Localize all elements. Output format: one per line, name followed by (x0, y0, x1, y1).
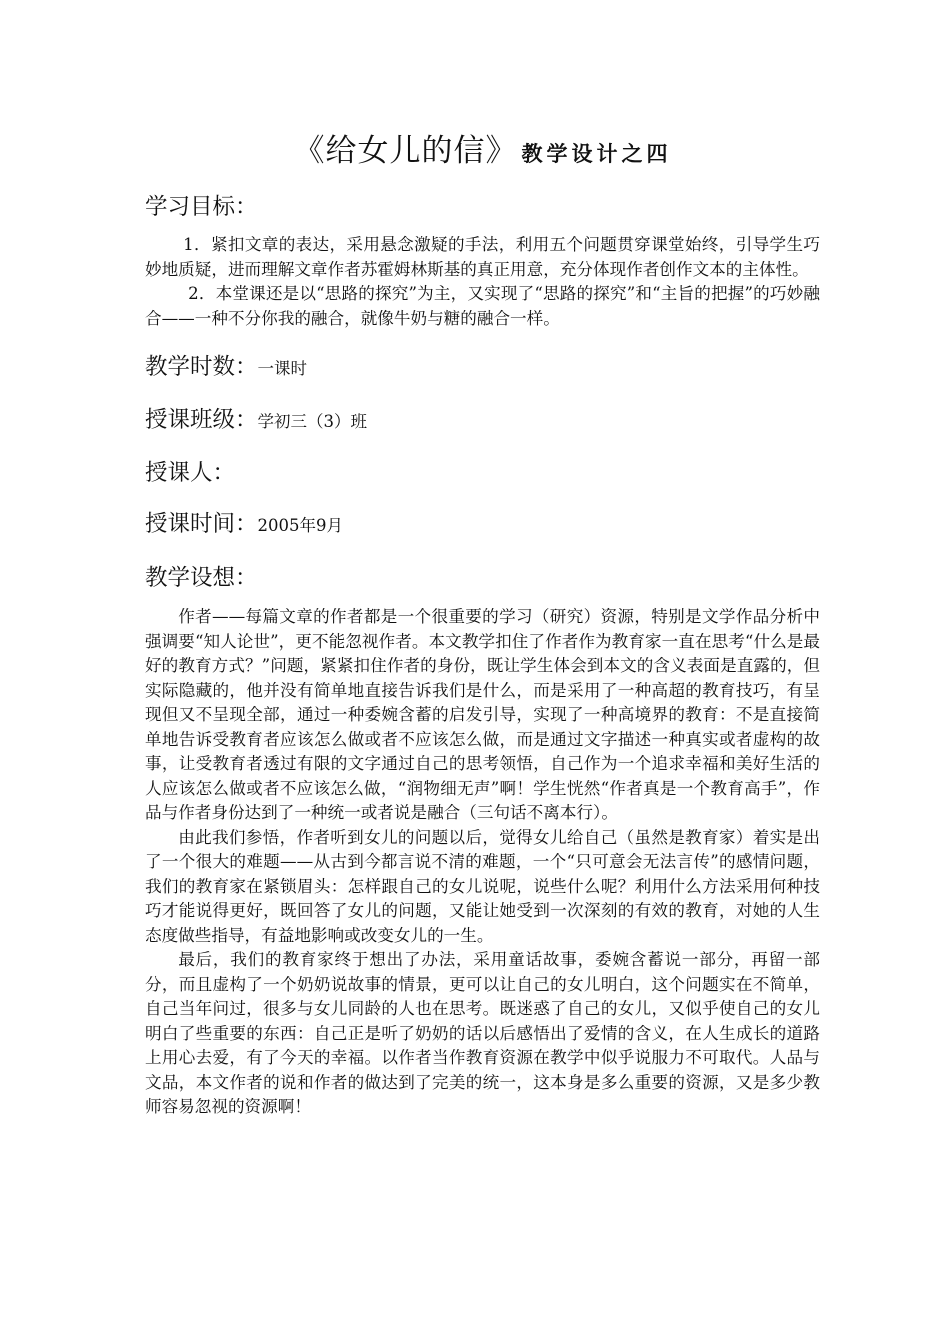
class-row (145, 406, 820, 436)
ideas-heading-label: 教学设想： (145, 565, 258, 591)
goals-heading (145, 193, 820, 221)
goals-list (145, 233, 820, 331)
goal-item-1: 1．紧扣文章的表达，采用悬念激疑的手法，利用五个问题贯穿课堂始终，引导学生巧妙地质疑，进而理解文章作者苏霍姆林斯基的真正用意，充分体现作者创作文本的主体性。 (145, 235, 820, 279)
hours-heading-label: 教学时数： (145, 354, 258, 380)
ideas-heading (145, 564, 820, 592)
date-heading-label: 授课时间： (145, 511, 258, 537)
document-body (145, 128, 820, 1120)
ideas-paragraph-3: 最后，我们的教育家终于想出了办法，采用童话故事，委婉含蓄说一部分，再留一部分，而且虚构了一个奶奶说故事的情景，更可以让自己的女儿明白，这个问题实在不简单，自己当年问过，很多与女儿同龄的人也在思考。既迷惑了自己的女儿，又似乎使自己的女儿明白了些重要的东西：自己正是听了奶奶的话以后感悟出了爱情的含义，在人生成长的道路上用心去爱，有了今天的幸福。以作者当作教育资源在教学中似乎说服力不可取代。人品与文品，本文作者的说和作者的做达到了完美的统一，这本身是多么重要的资源，又是多少教师容易忽视的资源啊！ (145, 950, 820, 1116)
date-row (145, 510, 820, 540)
goal-item-2: 2．本堂课还是以“思路的探究”为主，又实现了“思路的探究”和“主旨的把握”的巧妙融合——一种不分你我的融合，就像牛奶与糖的融合一样。 (145, 284, 820, 328)
ideas-section (145, 605, 820, 1120)
title-main: 《给女儿的信》 (293, 133, 518, 169)
ideas-paragraph-1: 作者——每篇文章的作者都是一个很重要的学习（研究）资源，特别是文学作品分析中强调要“知人论世”，更不能忽视作者。本文教学扣住了作者作为教育家一直在思考“什么是最好的教育方式？”问题，紧紧扣住作者的身份，既让学生体会到本文的含义表面是直露的，但实际隐藏的，他并没有简单地直接告诉我们是什么，而是采用了一种高超的教育技巧，有呈现但又不呈现全部，通过一种委婉含蓄的启发引导，实现了一种高境界的教育：不是直接简单地告诉受教育者应该怎么做或者不应该怎么做，而是通过文字描述一种真实或者虚构的故事，让受教育者透过有限的文字通过自己的思考领悟，自己作为一个追求幸福和美好生活的人应该怎么做或者不应该怎么做，“润物细无声”啊！学生恍然“作者真是一个教育高手”，作品与作者身份达到了一种统一或者说是融合（三句话不离本行）。 (145, 607, 820, 822)
class-heading-label: 授课班级： (145, 407, 258, 433)
document-title (145, 128, 820, 179)
goals-heading-label: 学习目标： (145, 194, 258, 220)
teacher-row (145, 459, 820, 487)
date-value: 2005年9月 (257, 516, 344, 535)
teacher-heading-label: 授课人： (145, 460, 236, 486)
title-subtitle: 教学设计之四 (521, 142, 672, 166)
ideas-paragraph-2: 由此我们参悟，作者听到女儿的问题以后，觉得女儿给自己（虽然是教育家）着实是出了一个很大的难题——从古到今都言说不清的难题，一个“只可意会无法言传”的感情问题，我们的教育家在紧锁眉头：怎样跟自己的女儿说呢，说些什么呢？利用什么方法采用何种技巧才能说得更好，既回答了女儿的问题，又能让她受到一次深刻的有效的教育，对她的人生态度做些指导，有益地影响或改变女儿的一生。 (145, 827, 820, 945)
hours-row (145, 353, 820, 383)
hours-value: 一课时 (257, 359, 308, 378)
class-value: 学初三（3）班 (257, 412, 368, 431)
